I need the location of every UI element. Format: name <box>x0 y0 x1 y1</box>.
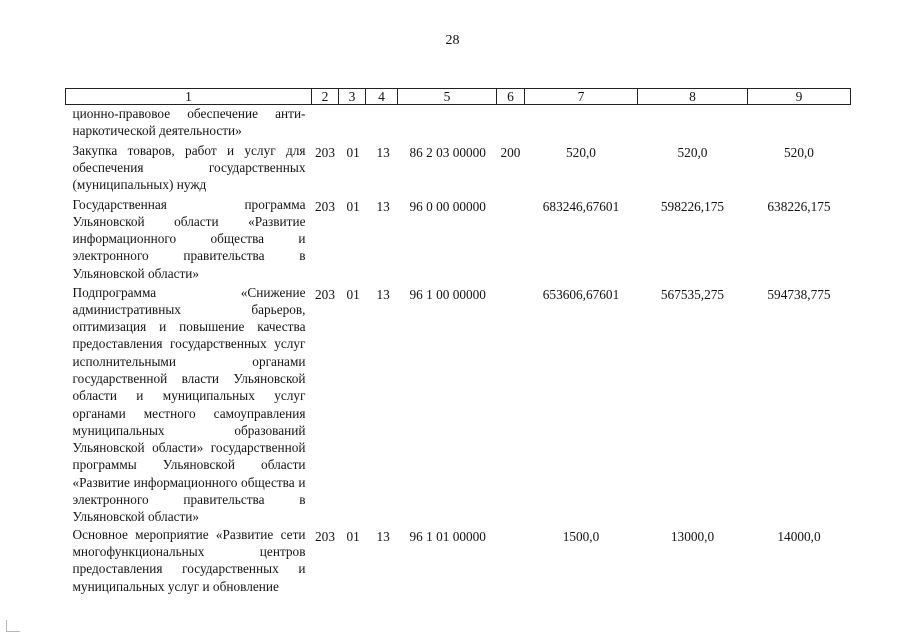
column-header-7: 7 <box>525 89 638 105</box>
row-name: Государственная программа Ульяновской области «Развитие информационного общества и электронного правительства в Ульяновской области» <box>72 196 306 281</box>
budget-table <box>65 88 851 596</box>
column-header-3: 3 <box>339 89 366 105</box>
cell-pr <box>366 105 398 142</box>
scan-edge-mark <box>6 631 20 632</box>
cell-pr: 13 <box>376 286 390 302</box>
cell-value-7 <box>525 105 638 142</box>
cell-value-7: 683246,67601 <box>542 198 620 214</box>
cell-value-9: 520,0 <box>784 144 814 160</box>
column-header-2: 2 <box>312 89 339 105</box>
cell-value-8 <box>638 105 748 142</box>
cell-csr <box>398 105 497 142</box>
cell-value-8: 520,0 <box>677 144 708 160</box>
cell-gr: 203 <box>315 144 335 160</box>
cell-value-8: 13000,0 <box>670 528 715 544</box>
cell-rz: 01 <box>346 144 360 160</box>
cell-value-7: 1500,0 <box>562 528 600 544</box>
cell-value-9: 594738,775 <box>767 286 831 302</box>
cell-pr: 13 <box>376 198 390 214</box>
row-name: Закупка товаров, работ и услуг для обеспечения государственных (муниципальных) нужд <box>72 142 306 193</box>
column-header-1: 1 <box>66 89 312 105</box>
cell-value-8: 567535,275 <box>660 286 725 302</box>
cell-pr: 13 <box>376 528 390 544</box>
table-row <box>66 105 851 142</box>
table-row <box>66 526 851 596</box>
cell-vr: 200 <box>500 144 521 160</box>
column-header-9: 9 <box>748 89 851 105</box>
cell-value-9 <box>748 105 851 142</box>
cell-vr <box>497 196 525 284</box>
cell-value-7: 653606,67601 <box>542 286 620 302</box>
row-name: Подпрограмма «Снижение административных барьеров, оптимизация и повышение качества предоставления государственных услуг исполнительными органами государственной власти Ульяновской области и муниципальных услуг органами местного самоуправления муниципальных образований Ульяновской области» государственной программы Ульяновской области «Развитие информационного общества и электронного правительства в Ульяновской области» <box>72 284 306 525</box>
cell-gr: 203 <box>315 198 335 214</box>
cell-gr: 203 <box>315 528 335 544</box>
cell-vr <box>497 526 525 596</box>
table-row <box>66 284 851 526</box>
cell-value-7: 520,0 <box>566 144 596 160</box>
table-row <box>66 142 851 196</box>
cell-value-9: 14000,0 <box>777 528 821 544</box>
column-header-5: 5 <box>398 89 497 105</box>
cell-value-9: 638226,175 <box>767 198 831 214</box>
cell-csr: 96 1 01 00000 <box>409 528 486 544</box>
cell-rz <box>339 105 366 142</box>
cell-csr: 96 0 00 00000 <box>409 198 486 214</box>
row-name: Основное мероприятие «Развитие сети многофункциональных центров предоставления государственных и муниципальных услуг и обновление <box>72 526 306 594</box>
cell-rz: 01 <box>346 528 360 544</box>
column-header-8: 8 <box>638 89 748 105</box>
cell-gr: 203 <box>315 286 335 302</box>
header-row <box>66 89 851 105</box>
table-row <box>66 196 851 284</box>
cell-vr <box>497 105 525 142</box>
cell-rz: 01 <box>346 198 360 214</box>
cell-vr <box>497 284 525 526</box>
cell-csr: 96 1 00 00000 <box>409 286 486 302</box>
cell-csr: 86 2 03 00000 <box>409 144 486 160</box>
cell-gr <box>312 105 339 142</box>
cell-value-8: 598226,175 <box>660 198 725 214</box>
column-header-4: 4 <box>366 89 398 105</box>
cell-rz: 01 <box>346 286 360 302</box>
page-number: 28 <box>445 33 460 48</box>
cell-pr: 13 <box>376 144 390 160</box>
column-header-6: 6 <box>497 89 525 105</box>
row-name: ционно-правовое обеспечение анти-наркотической деятельности» <box>72 106 306 139</box>
